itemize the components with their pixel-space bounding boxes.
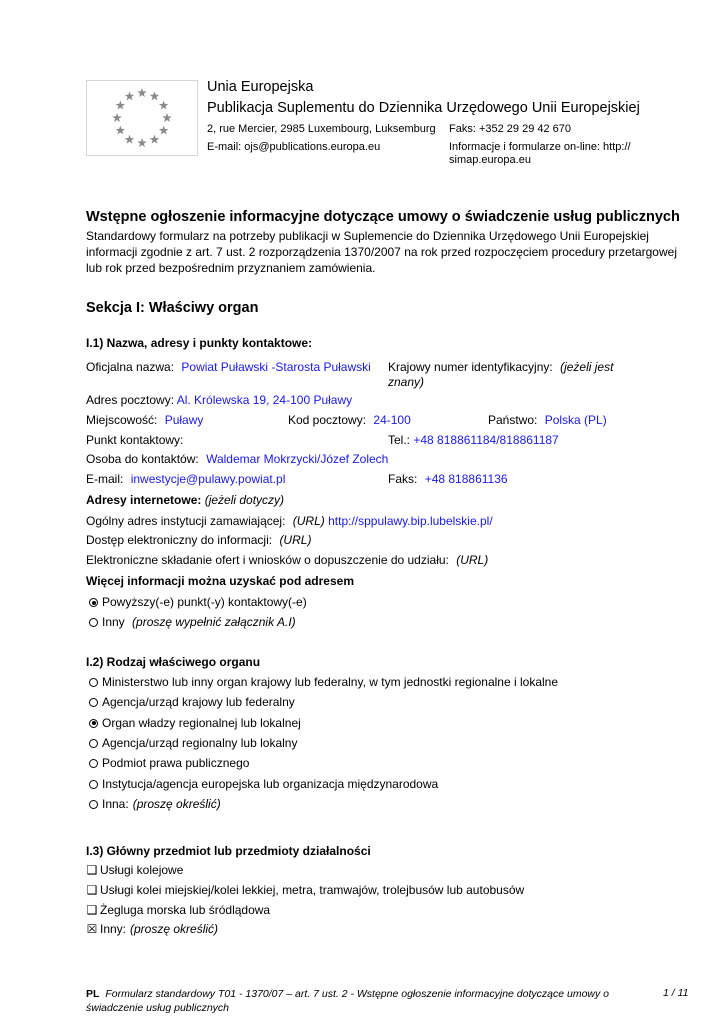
activity-label: Żegluga morska lub śródlądowa xyxy=(100,902,271,917)
activity-label: Usługi kolei miejskiej/kolei lekkiej, metra, tramwajów, trolejbusów lub autobusów xyxy=(100,882,525,897)
more-option-2-label: Inny xyxy=(102,615,125,629)
star-icon xyxy=(137,88,147,97)
person-label: Osoba do kontaktów: xyxy=(86,452,199,466)
city-value: Puławy xyxy=(164,413,204,427)
authority-type-option[interactable] xyxy=(86,716,301,730)
checkbox-icon[interactable]: ❑ xyxy=(86,902,98,917)
radio-icon[interactable] xyxy=(89,719,98,728)
more-option-1[interactable] xyxy=(86,595,307,609)
official-name-row xyxy=(86,360,371,374)
activity-option[interactable] xyxy=(86,883,524,897)
star-icon xyxy=(162,113,172,122)
activity-option[interactable] xyxy=(86,863,183,877)
radio-icon[interactable] xyxy=(89,678,98,687)
natid-label: Krajowy numer identyfikacyjny: xyxy=(388,360,553,374)
authority-type-label: Instytucja/agencja europejska lub organizacja międzynarodowa xyxy=(102,776,439,791)
authority-type-option[interactable] xyxy=(86,797,221,811)
radio-icon[interactable] xyxy=(89,759,98,768)
activity-label: Usługi kolejowe xyxy=(100,863,184,877)
email-label: E-mail: xyxy=(86,472,124,486)
authority-type-other-note: (proszę określić) xyxy=(132,796,221,811)
more-option-2-note: (proszę wypełnić załącznik A.I) xyxy=(132,615,296,629)
activity-other-note: (proszę określić) xyxy=(130,922,219,937)
email-row xyxy=(86,472,285,486)
city-row xyxy=(86,413,203,427)
official-name-value: Powiat Puławski -Starosta Puławski xyxy=(181,360,371,374)
fax-label: Faks: xyxy=(388,472,418,486)
header-publication: Publikacja Suplementu do Dziennika Urzędowego Unii Europejskiej xyxy=(207,100,640,116)
activity-label: Inny: xyxy=(100,922,127,937)
header-address: 2, rue Mercier, 2985 Luxembourg, Luksemburg xyxy=(207,123,436,135)
star-icon xyxy=(159,101,169,110)
footer-form: Formularz standardowy T01 - 1370/07 – art. 7 ust. 2 - Wstępne ogłoszenie informacyjne dotyczące umowy o świadczenie usług publicznych xyxy=(86,988,610,1014)
postal-label: Kod pocztowy: xyxy=(288,413,367,427)
star-icon xyxy=(137,138,147,147)
document-title: Wstępne ogłoszenie informacyjne dotyczące umowy o świadczenie usług publicznych xyxy=(86,209,680,225)
activity-option[interactable] xyxy=(86,903,270,917)
postal-value: 24-100 xyxy=(373,413,411,427)
authority-type-option[interactable] xyxy=(86,695,295,709)
radio-icon[interactable] xyxy=(89,739,98,748)
general-url-label: Ogólny adres instytucji zamawiającej: xyxy=(86,514,286,528)
star-icon xyxy=(112,113,122,122)
radio-icon[interactable] xyxy=(89,800,98,809)
address-row xyxy=(86,393,352,407)
contact-label: Punkt kontaktowy: xyxy=(86,433,184,447)
footer-text xyxy=(86,987,631,1015)
official-name-label: Oficjalna nazwa: xyxy=(86,360,175,374)
authority-type-option[interactable] xyxy=(86,756,249,770)
radio-icon[interactable] xyxy=(89,598,98,607)
eu-flag-icon xyxy=(86,80,198,156)
i2-heading: I.2) Rodzaj właściwego organu xyxy=(86,655,261,669)
i3-heading: I.3) Główny przedmiot lub przedmioty działalności xyxy=(86,844,371,858)
internet-row xyxy=(86,493,284,507)
more-info-heading: Więcej informacji można uzyskać pod adresem xyxy=(86,574,354,588)
checked-checkbox-icon[interactable]: ☒ xyxy=(86,922,98,937)
page-number: 1 / 11 xyxy=(663,987,689,999)
authority-type-label: Agencja/urząd krajowy lub federalny xyxy=(102,695,295,710)
person-value: Waldemar Mokrzycki/Józef Zolech xyxy=(206,452,389,466)
authority-type-option[interactable] xyxy=(86,736,297,750)
header-fax: Faks: +352 29 29 42 670 xyxy=(449,123,572,135)
esub-row xyxy=(86,553,488,567)
esub-label: Elektroniczne składanie ofert i wniosków o dopuszczenie do udziału: xyxy=(86,553,449,567)
more-option-2[interactable] xyxy=(86,615,296,629)
tel-row xyxy=(388,433,559,447)
star-icon xyxy=(150,91,160,100)
natid-note: (jeżeli jest xyxy=(560,360,614,374)
general-url-note: (URL) xyxy=(292,514,325,528)
star-icon xyxy=(125,91,135,100)
radio-icon[interactable] xyxy=(89,780,98,789)
address-label: Adres pocztowy: xyxy=(86,393,175,407)
radio-icon[interactable] xyxy=(89,618,98,627)
authority-type-label: Organ władzy regionalnej lub lokalnej xyxy=(102,715,301,730)
internet-note: (jeżeli dotyczy) xyxy=(204,493,285,507)
natid-row xyxy=(388,360,613,374)
document-subtitle: Standardowy formularz na potrzeby publikacji w Suplemencie do Dziennika Urzędowego Unii Europejskiej informacji zgodnie z art. 7 ust. 2 rozporządzenia 1370/2007 na rok przed rozpoczęciem procedury przetargowej lub rok przed bezpośrednim przyznaniem zamówienia. xyxy=(86,229,677,275)
city-label: Miejscowość: xyxy=(86,413,158,427)
internet-heading: Adresy internetowe: xyxy=(86,493,202,507)
fax-value: +48 818861136 xyxy=(424,472,508,486)
radio-icon[interactable] xyxy=(89,698,98,707)
header-info: Informacje i formularze on-line: http:// simap.europa.eu xyxy=(449,141,631,166)
person-row xyxy=(86,452,388,466)
country-value: Polska (PL) xyxy=(544,413,607,427)
authority-type-option[interactable] xyxy=(86,777,438,791)
star-icon xyxy=(150,135,160,144)
postal-row xyxy=(288,413,411,427)
authority-type-label: Agencja/urząd regionalny lub lokalny xyxy=(102,735,298,750)
more-option-1-label: Powyższy(-e) punkt(-y) kontaktowy(-e) xyxy=(102,595,307,609)
natid-note-cont: znany) xyxy=(388,375,425,389)
country-label: Państwo: xyxy=(488,413,538,427)
eaccess-label: Dostęp elektroniczny do informacji: xyxy=(86,533,273,547)
footer-lang: PL xyxy=(86,988,100,1000)
star-icon xyxy=(116,126,126,135)
authority-type-label: Inna: xyxy=(102,796,129,811)
country-row xyxy=(488,413,607,427)
authority-type-option[interactable] xyxy=(86,675,558,689)
section-title: Sekcja I: Właściwy organ xyxy=(86,300,259,316)
i1-heading: I.1) Nazwa, adresy i punkty kontaktowe: xyxy=(86,336,313,350)
header-org: Unia Europejska xyxy=(207,79,314,95)
activity-option[interactable] xyxy=(86,922,218,936)
checkbox-icon[interactable]: ❑ xyxy=(86,863,98,877)
star-icon xyxy=(125,135,135,144)
authority-type-label: Podmiot prawa publicznego xyxy=(102,756,250,771)
fax-row xyxy=(388,472,508,486)
authority-type-label: Ministerstwo lub inny organ krajowy lub federalny, w tym jednostki regionalne i lokalne xyxy=(102,675,558,689)
address-value: Al. Królewska 19, 24-100 Puławy xyxy=(176,393,353,407)
checkbox-icon[interactable]: ❑ xyxy=(86,882,98,897)
general-url-link[interactable]: http://sppulawy.bip.lubelskie.pl/ xyxy=(328,514,493,528)
eaccess-row xyxy=(86,533,311,547)
star-icon xyxy=(116,101,126,110)
tel-value: +48 818861184/818861187 xyxy=(413,433,559,447)
esub-note: (URL) xyxy=(456,553,489,567)
general-url-row xyxy=(86,514,493,528)
email-value[interactable]: inwestycje@pulawy.powiat.pl xyxy=(130,472,286,486)
star-icon xyxy=(159,126,169,135)
header-email: E-mail: ojs@publications.europa.eu xyxy=(207,141,381,153)
tel-label: Tel.: xyxy=(388,433,411,447)
eaccess-note: (URL) xyxy=(279,533,312,547)
